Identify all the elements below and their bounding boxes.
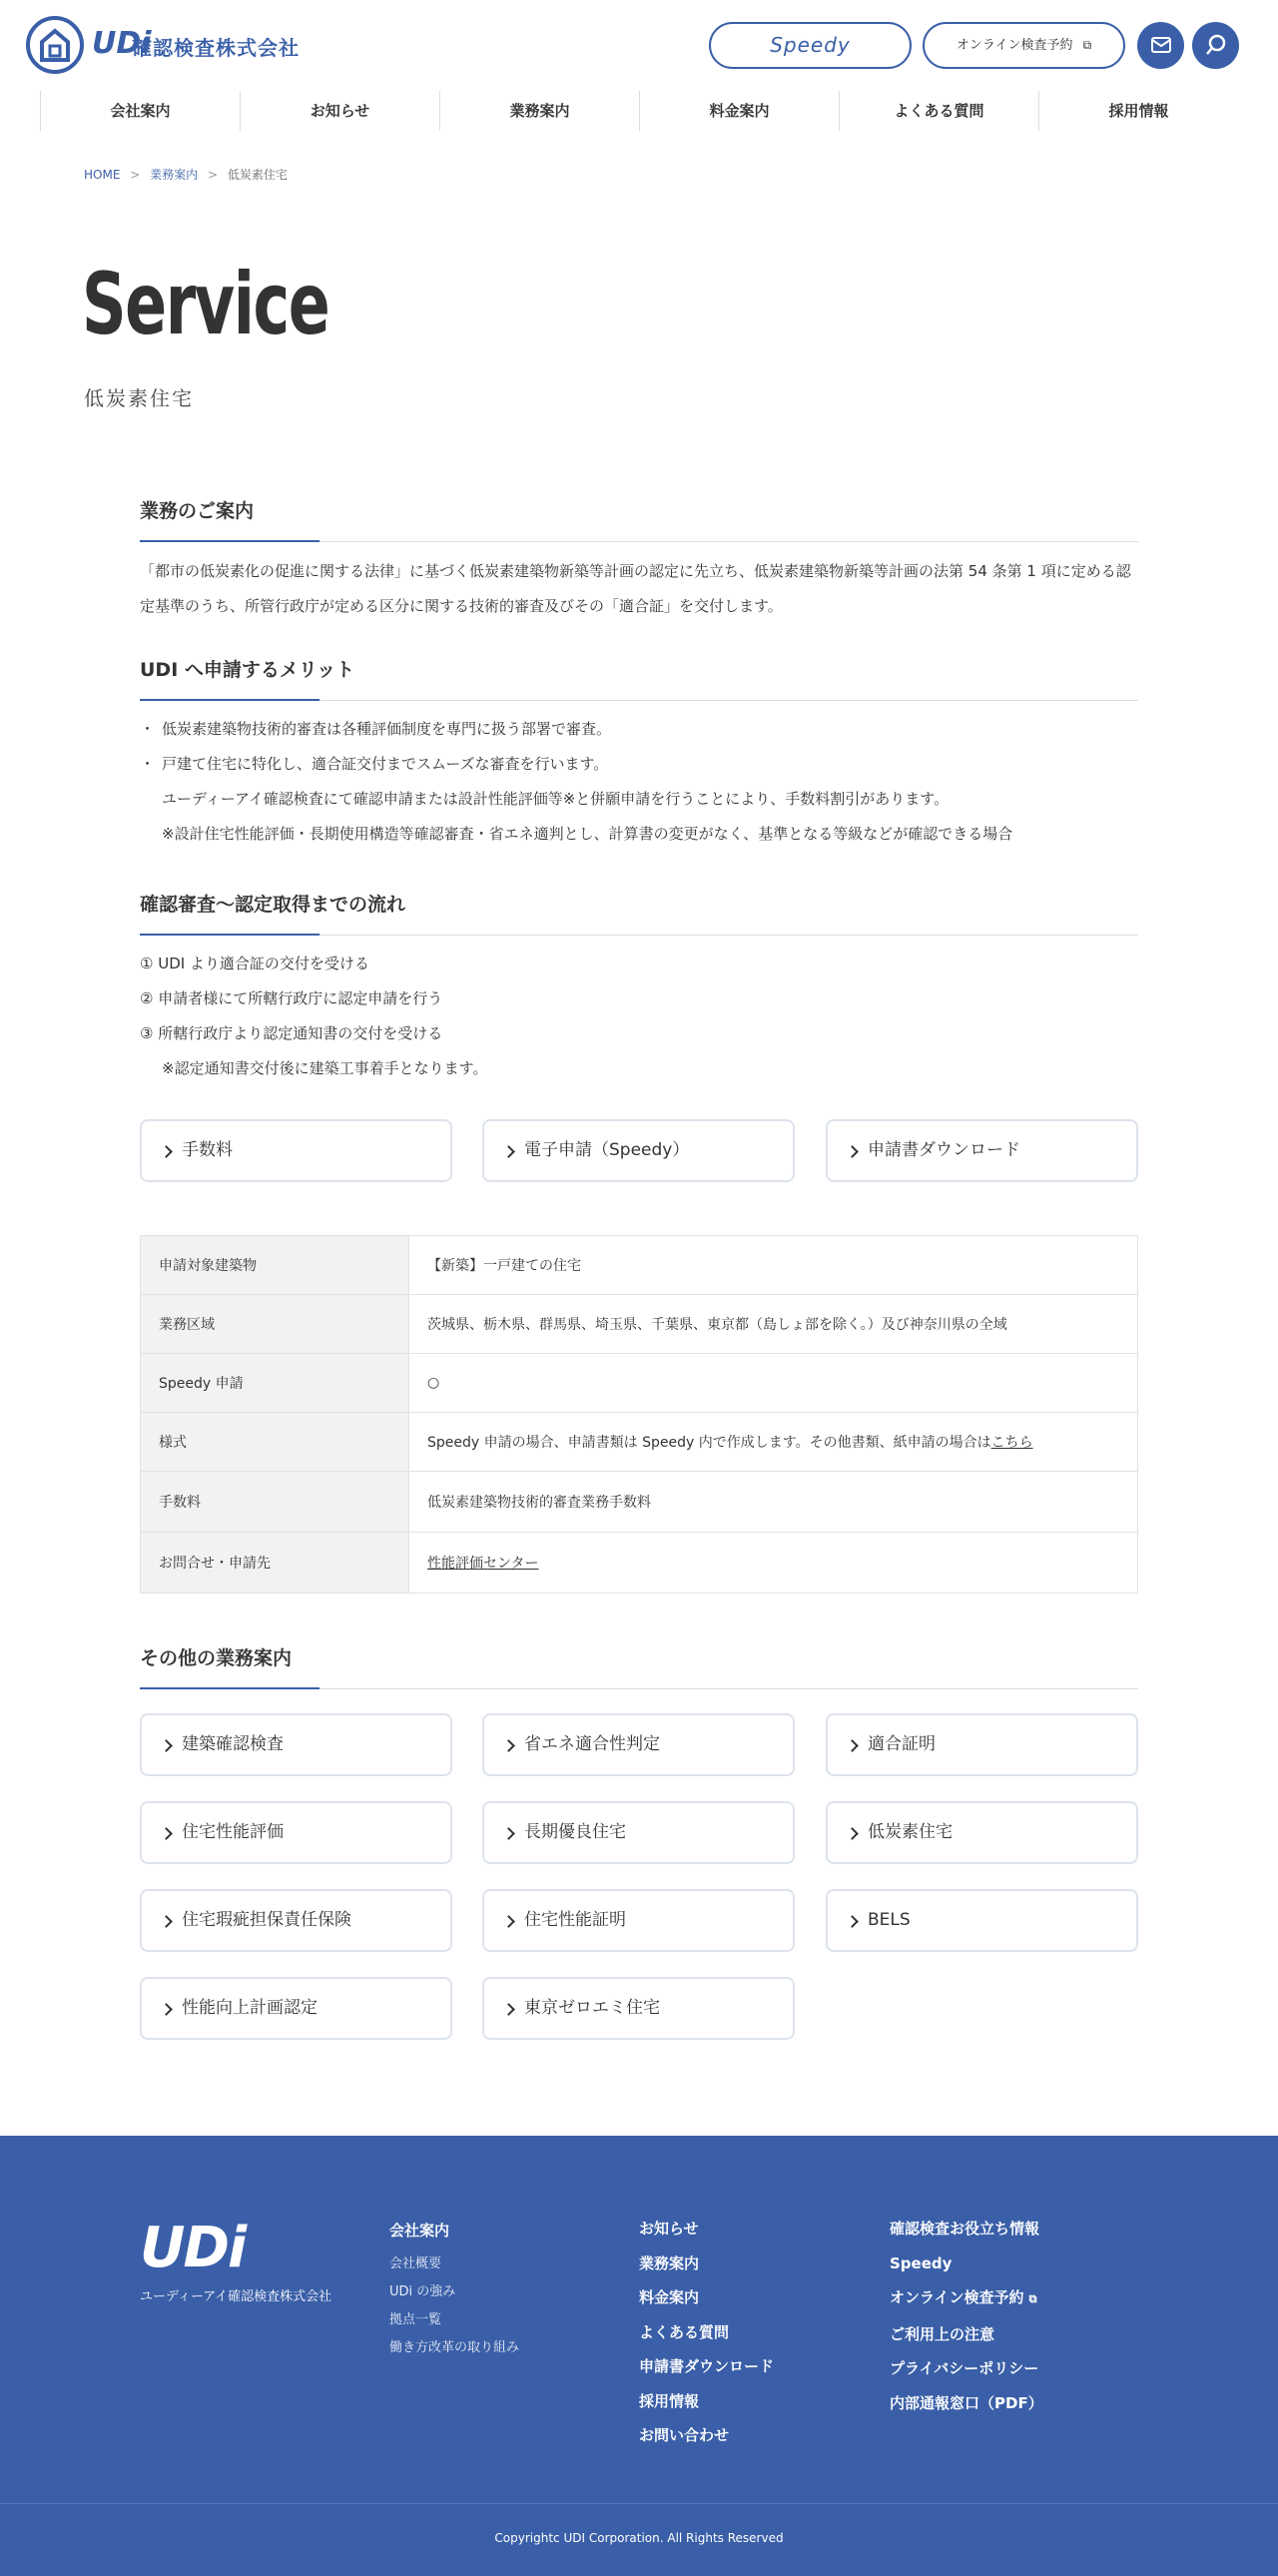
table-value-text: Speedy 申請の場合、申請書類は Speedy 内で作成します。その他書類、紙申請の場合は — [427, 1435, 991, 1451]
overview-text: 「都市の低炭素化の促進に関する法律」に基づく低炭素建築物新築等計画の認定に先立ち、低炭素建築物新築等計画の法第 54 条第 1 項に定める認定基準のうち、所管行政庁が定める区分に関する技術的審査及びその「適合証」を交付します。 — [140, 562, 1131, 615]
footer-link[interactable]: プライバシーポリシー — [890, 2359, 1039, 2377]
footer-link[interactable]: 会社案内 — [389, 2222, 450, 2240]
service-card[interactable]: 省エネ適合性判定 — [482, 1713, 795, 1776]
download-link-card[interactable]: 申請書ダウンロード — [826, 1119, 1138, 1182]
footer-link[interactable]: 申請書ダウンロード — [639, 2357, 775, 2375]
nav-recruit[interactable]: 採用情報 — [1038, 91, 1238, 131]
table-value: 低炭素建築物技術的審査業務手数料 — [409, 1472, 1138, 1533]
merit-note: ※設計住宅性能評価・長期使用構造等確認審査・省エネ適判とし、計算書の変更がなく、基準となる等級などが確認できる場合 — [162, 825, 1013, 843]
footer-link[interactable]: よくある質問 — [639, 2322, 730, 2341]
contact-center-link[interactable]: 性能評価センター — [427, 1556, 539, 1572]
copyright: Copyrightc UDI Corporation. All Rights Reserved — [494, 2531, 784, 2545]
service-card[interactable]: 東京ゼロエミ住宅 — [482, 1977, 795, 2040]
footer-link[interactable]: 確認検査お役立ち情報 — [890, 2220, 1040, 2238]
footer-link[interactable]: 料金案内 — [639, 2288, 700, 2306]
page-title: Service — [82, 255, 329, 354]
footer-link[interactable]: 働き方改革の取り組み — [389, 2340, 520, 2355]
flow-step: ① UDI より適合証の交付を受ける — [140, 955, 369, 972]
logo-mark-text: UDi — [92, 26, 152, 61]
footer — [0, 2136, 1278, 2576]
footer-company-name: ユーディーアイ確認検査株式会社 — [140, 2289, 332, 2304]
breadcrumb-separator: > — [130, 168, 141, 182]
external-link-icon: ⧉ — [1082, 38, 1092, 52]
service-card[interactable]: 住宅瑕疵担保責任保険 — [140, 1889, 452, 1952]
speedy-button[interactable]: Speedy — [709, 22, 912, 69]
table-value: ○ — [409, 1354, 1138, 1413]
service-card[interactable]: 住宅性能評価 — [140, 1801, 452, 1864]
service-card[interactable]: BELS — [826, 1889, 1138, 1952]
footer-link[interactable]: UDi の強み — [389, 2284, 456, 2299]
company-name: 確認検査株式会社 — [132, 36, 300, 60]
global-nav — [40, 91, 1238, 131]
footer-link[interactable]: Speedy — [890, 2254, 953, 2272]
footer-col-main — [639, 2212, 774, 2453]
table-row — [141, 1236, 1138, 1295]
table-row — [141, 1295, 1138, 1354]
section-heading-flow: 確認審査～認定取得までの流れ — [140, 890, 1138, 936]
footer-link[interactable]: オンライン検査予約 ⧉ — [890, 2288, 1037, 2306]
footer-link[interactable]: 採用情報 — [639, 2391, 700, 2410]
nav-company[interactable]: 会社案内 — [40, 91, 240, 131]
service-card[interactable]: 性能向上計画認定 — [140, 1977, 452, 2040]
table-row — [141, 1354, 1138, 1413]
search-button[interactable] — [1192, 22, 1239, 69]
footer-divider — [0, 2503, 1278, 2504]
table-row — [141, 1472, 1138, 1533]
table-label: 業務区域 — [141, 1295, 409, 1354]
search-icon — [1204, 33, 1228, 57]
footer-link[interactable]: 内部通報窓口（PDF） — [890, 2393, 1043, 2412]
table-value: 【新築】一戸建ての住宅 — [409, 1236, 1138, 1295]
service-info-table — [140, 1235, 1138, 1594]
table-value — [409, 1533, 1138, 1594]
section-heading-overview: 業務のご案内 — [140, 496, 1138, 542]
service-card[interactable]: 長期優良住宅 — [482, 1801, 795, 1864]
mail-icon — [1150, 34, 1172, 56]
breadcrumb-service[interactable]: 業務案内 — [150, 168, 199, 182]
table-value — [409, 1413, 1138, 1472]
footer-col-info — [890, 2212, 1043, 2420]
table-label: 様式 — [141, 1413, 409, 1472]
house-logo-icon — [26, 16, 84, 74]
mail-button[interactable] — [1137, 22, 1184, 69]
breadcrumb — [84, 166, 288, 183]
breadcrumb-separator: > — [207, 168, 219, 182]
service-card[interactable]: 適合証明 — [826, 1713, 1138, 1776]
table-label: Speedy 申請 — [141, 1354, 409, 1413]
section-heading-merit: UDI へ申請するメリット — [140, 655, 1138, 701]
fee-link-card[interactable]: 手数料 — [140, 1119, 452, 1182]
table-row — [141, 1533, 1138, 1594]
flow-step: ③ 所轄行政庁より認定通知書の交付を受ける — [140, 1024, 443, 1042]
flow-note: ※認定通知書交付後に建築工事着手となります。 — [162, 1059, 488, 1077]
service-card[interactable]: 低炭素住宅 — [826, 1801, 1138, 1864]
footer-logo[interactable]: UDi — [140, 2216, 246, 2280]
merit-bullet: ・ 低炭素建築物技術的審査は各種評価制度を専門に扱う部署で審査。 — [140, 720, 612, 738]
forms-link[interactable]: こちら — [990, 1435, 1033, 1451]
table-value: 茨城県、栃木県、群馬県、埼玉県、千葉県、東京都（島しょ部を除く。）及び神奈川県の全域 — [409, 1295, 1138, 1354]
flow-step: ② 申請者様にて所轄行政庁に認定申請を行う — [140, 989, 443, 1007]
page-subtitle: 低炭素住宅 — [84, 386, 194, 410]
footer-link[interactable]: 業務案内 — [639, 2254, 700, 2272]
footer-link[interactable]: 会社概要 — [389, 2256, 442, 2271]
footer-link[interactable]: お知らせ — [639, 2220, 699, 2238]
section-heading-other: その他の業務案内 — [140, 1643, 1138, 1689]
service-card[interactable]: 建築確認検査 — [140, 1713, 452, 1776]
table-label: お問合せ・申請先 — [141, 1533, 409, 1594]
footer-link[interactable]: 拠点一覧 — [389, 2312, 442, 2327]
footer-link[interactable]: お問い合わせ — [639, 2426, 730, 2444]
nav-price[interactable]: 料金案内 — [639, 91, 839, 131]
service-card[interactable]: 住宅性能証明 — [482, 1889, 795, 1952]
footer-col-company — [389, 2220, 519, 2362]
logo[interactable] — [26, 16, 306, 76]
nav-news[interactable]: お知らせ — [240, 91, 439, 131]
merit-note: ユーディーアイ確認検査にて確認申請または設計性能評価等※と併願申請を行うことにより、手数料割引があります。 — [162, 790, 950, 808]
footer-link[interactable]: ご利用上の注意 — [890, 2324, 995, 2343]
table-label: 申請対象建築物 — [141, 1236, 409, 1295]
table-row — [141, 1413, 1138, 1472]
online-inspection-label: オンライン検査予約 — [956, 38, 1073, 53]
breadcrumb-home[interactable]: HOME — [84, 168, 121, 182]
table-label: 手数料 — [141, 1472, 409, 1533]
speedy-link-card[interactable]: 電子申請（Speedy） — [482, 1119, 795, 1182]
external-link-icon: ⧉ — [1028, 2292, 1037, 2305]
online-inspection-button[interactable] — [923, 22, 1125, 69]
nav-service[interactable]: 業務案内 — [439, 91, 639, 131]
breadcrumb-current: 低炭素住宅 — [227, 168, 288, 182]
nav-faq[interactable]: よくある質問 — [839, 91, 1038, 131]
merit-bullet: ・ 戸建て住宅に特化し、適合証交付までスムーズな審査を行います。 — [140, 755, 609, 773]
